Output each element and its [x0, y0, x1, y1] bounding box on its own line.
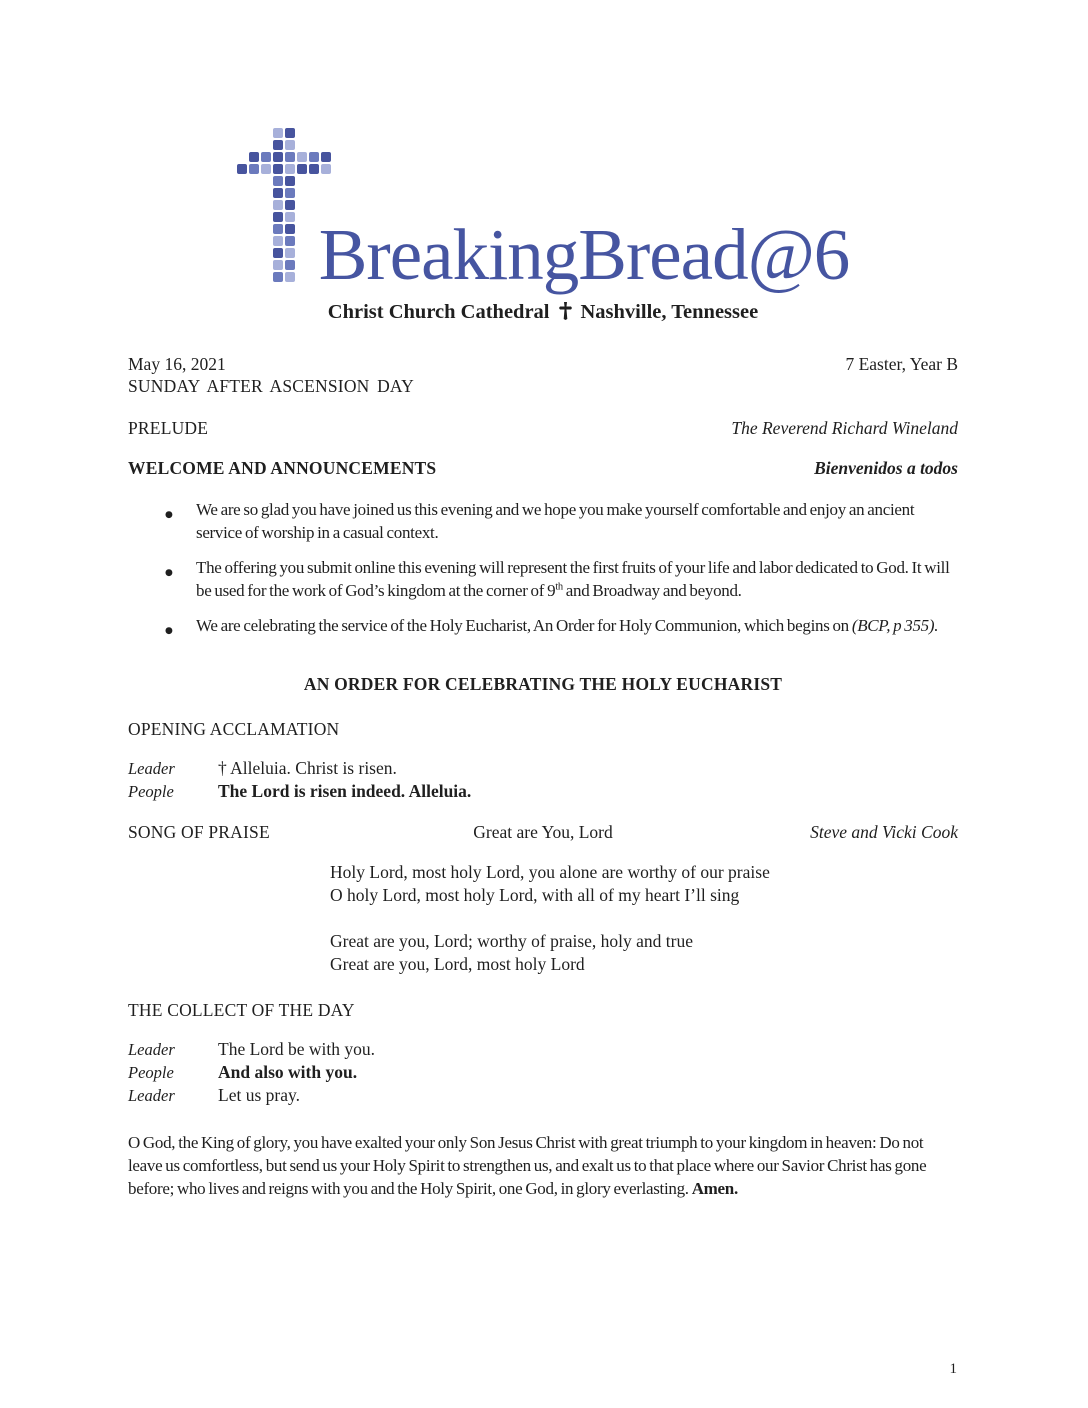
date-row: [128, 354, 958, 375]
order-heading: AN ORDER FOR CELEBRATING THE HOLY EUCHARIST: [303, 674, 783, 694]
amen-text: Amen.: [691, 1179, 738, 1198]
dialogue-text: † Alleluia. Christ is risen.: [218, 758, 397, 778]
song-authors: Steve and Vicki Cook: [810, 822, 958, 842]
dialogue-text: And also with you.: [218, 1062, 358, 1082]
welcome-label: WELCOME AND ANNOUNCEMENTS: [128, 458, 437, 478]
day-title: SUNDAY AFTER ASCENSION DAY: [128, 376, 414, 396]
speaker-label: Leader: [128, 1040, 175, 1059]
lyric-line: Great are you, Lord, most holy Lord: [330, 954, 585, 974]
dialogue-row: [128, 1038, 958, 1061]
list-item: [165, 614, 958, 643]
dialogue-row: [128, 1061, 958, 1084]
song-label: SONG OF PRAISE: [128, 822, 270, 842]
latin-cross-icon: [559, 302, 572, 326]
dialogue-row: [128, 1084, 958, 1107]
song-of-praise-row: [128, 822, 958, 843]
dialogue-row: [128, 780, 958, 803]
bcp-reference: (BCP, p 355).: [851, 616, 939, 635]
announcement-text: We are so glad you have joined us this evening and we hope you make yourself comfortable and enjoy an ancient service of worship in a casual context.: [196, 500, 915, 542]
church-city: Nashville, Tennessee: [580, 301, 759, 323]
page-number: 1: [949, 1361, 957, 1377]
dialogue-text: The Lord is risen indeed. Alleluia.: [218, 781, 472, 801]
collect-prayer: O God, the King of glory, you have exalted your only Son Jesus Christ with great triumph to your kingdom in heaven: Do not leave us comfortless, but send us your Holy Spirit to strengthen us, and exalt us to that place where our Savior Christ has gone before; who lives and reigns with you and the Holy Spirit, one God, in glory everlasting. Amen.: [128, 1133, 927, 1198]
ordinal-suffix: th: [555, 581, 563, 593]
logo: [237, 128, 850, 296]
song-title: Great are You, Lord: [473, 822, 613, 842]
bullet-icon: ●: [165, 510, 173, 520]
lyric-line: Holy Lord, most holy Lord, you alone are worthy of our praise: [330, 862, 770, 882]
speaker-label: People: [128, 1063, 174, 1082]
speaker-label: Leader: [128, 1086, 175, 1105]
announcement-text: The offering you submit online this evening will represent the first fruits of your life and labor dedicated to God. It will be used for the work of God’s kingdom at the corner of 9th and Broadway and beyond.: [196, 558, 950, 600]
service-date: May 16, 2021: [128, 354, 226, 374]
welcome-spanish: Bienvenidos a todos: [814, 458, 958, 478]
bullet-icon: ●: [165, 626, 173, 636]
speaker-label: Leader: [128, 759, 175, 778]
bullet-icon: ●: [165, 568, 173, 578]
announcement-list: [165, 498, 958, 643]
collect-dialogue: [128, 1038, 958, 1107]
mosaic-cross-icon: [237, 128, 331, 282]
church-line: [128, 300, 958, 324]
prelude-label: PRELUDE: [128, 418, 209, 438]
collect-label: THE COLLECT OF THE DAY: [128, 1000, 355, 1020]
opening-dialogue: [128, 757, 958, 803]
dialogue-text: The Lord be with you.: [218, 1039, 375, 1059]
prelude-credit: The Reverend Richard Wineland: [731, 418, 958, 438]
dialogue-row: [128, 757, 958, 780]
logo-title: BreakingBread@6: [318, 214, 850, 296]
speaker-label: People: [128, 782, 174, 801]
lyric-line: Great are you, Lord; worthy of praise, holy and true: [330, 931, 694, 951]
lyric-line: O holy Lord, most holy Lord, with all of my heart I’ll sing: [330, 885, 740, 905]
opening-acclamation-label: OPENING ACCLAMATION: [128, 719, 340, 739]
announcement-text: We are celebrating the service of the Holy Eucharist, An Order for Holy Communion, which begins on (BCP, p 355).: [196, 616, 939, 635]
list-item: [165, 556, 958, 602]
dialogue-text: Let us pray.: [218, 1085, 300, 1105]
church-name: Christ Church Cathedral: [327, 301, 550, 323]
list-item: [165, 498, 958, 544]
song-lyrics: [330, 861, 958, 976]
welcome-row: [128, 458, 958, 479]
liturgical-season: 7 Easter, Year B: [845, 354, 958, 374]
prelude-row: [128, 418, 958, 439]
